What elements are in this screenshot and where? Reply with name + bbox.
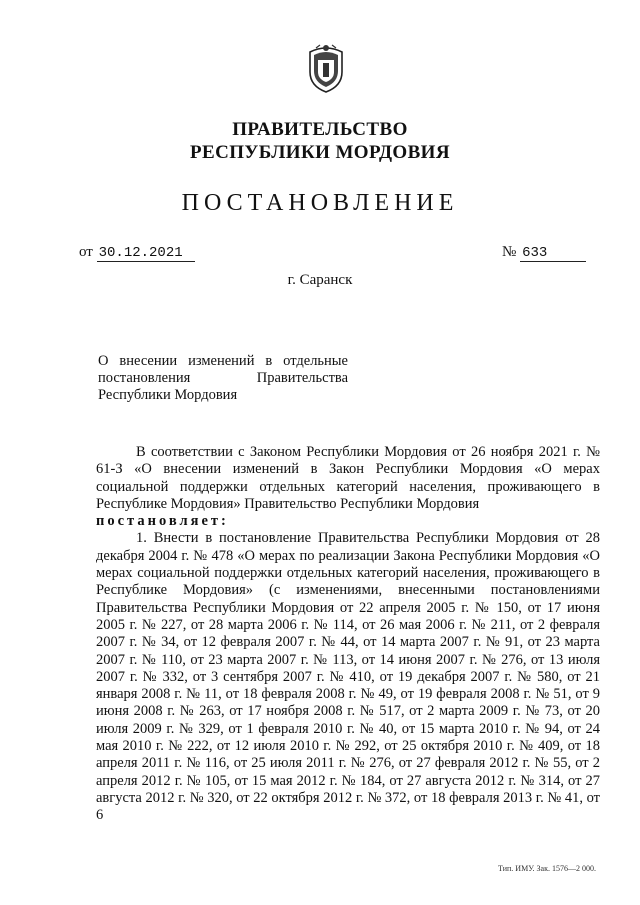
resolves-word: постановляет:	[96, 513, 229, 530]
printer-note: Тип. ИМУ. Зак. 1576—2 000.	[498, 864, 596, 873]
subject-line-1: О внесении изменений в отдельные	[98, 353, 348, 369]
document-type: ПОСТАНОВЛЕНИЕ	[181, 190, 459, 216]
city: г. Саранск	[287, 272, 353, 288]
coat-of-arms-icon	[304, 42, 348, 94]
government-title: ПРАВИТЕЛЬСТВО	[232, 119, 408, 140]
item-1-paragraph: 1. Внести в постановление Правительства Республики Мордовия от 28 декабря 2004 г. № 478 «О мерах по реализации Закона Республики Мордовия «О мерах социальной поддержки отдельных категорий населения, проживающего в Республике Мордовия» (с изменениями, внесенными постановлениями Правительства Республики Мордовия от 22 апреля 2005 г. № 150, от 17 июня 2005 г. № 227, от 28 марта 2006 г. № 114, от 26 мая 2006 г. № 211, от 2 февраля 2007 г. № 34, от 12 февраля 2007 г. № 44, от 14 марта 2007 г. № 91, от 23 марта 2007 г. № 110, от 23 марта 2007 г. № 113, от 14 июня 2007 г. № 276, от 13 июля 2007 г. № 332, от 3 сентября 2007 г. № 410, от 19 декабря 2007 г. № 580, от 21 января 2008 г. № 11, от 18 февраля 2008 г. № 49, от 19 февраля 2008 г. № 51, от 9 июня 2008 г. № 263, от 17 ноября 2008 г. № 517, от 2 марта 2009 г. № 73, от 20 июля 2009 г. № 329, от 1 февраля 2010 г. № 40, от 15 марта 2010 г. № 94, от 24 мая 2010 г. № 222, от 12 июля 2010 г. № 292, от 25 октября 2010 г. № 409, от 18 апреля 2011 г. № 116, от 25 июля 2011 г. № 276, от 27 февраля 2012 г. № 55, от 2 апреля 2012 г. № 105, от 15 мая 2012 г. № 184, от 27 августа 2012 г. № 314, от 27 августа 2012 г. № 320, от 22 октября 2012 г. № 372, от 18 февраля 2013 г. № 41, от 6	[96, 530, 600, 824]
preamble-text: В соответствии с Законом Республики Мордовия от 26 ноября 2021 г. № 61-З «О внесении изменений в Закон Республики Мордовия «О мерах социальной поддержки отдельных категорий населения, проживающего в Республике Мордовия» Правительство Республики Мордовия	[96, 444, 600, 512]
document-date	[79, 244, 195, 262]
republic-title: РЕСПУБЛИКИ МОРДОВИЯ	[190, 142, 450, 163]
subject-line-2: постановления Правительства	[98, 370, 348, 386]
subject-line-3: Республики Мордовия	[98, 387, 238, 403]
number-value: 633	[520, 245, 586, 262]
date-value: 30.12.2021	[97, 245, 195, 262]
document-subject	[98, 353, 348, 404]
document-body	[96, 444, 600, 825]
number-prefix: №	[502, 244, 517, 260]
preamble-paragraph	[96, 444, 600, 530]
date-prefix: от	[79, 244, 93, 260]
document-number	[502, 244, 586, 262]
